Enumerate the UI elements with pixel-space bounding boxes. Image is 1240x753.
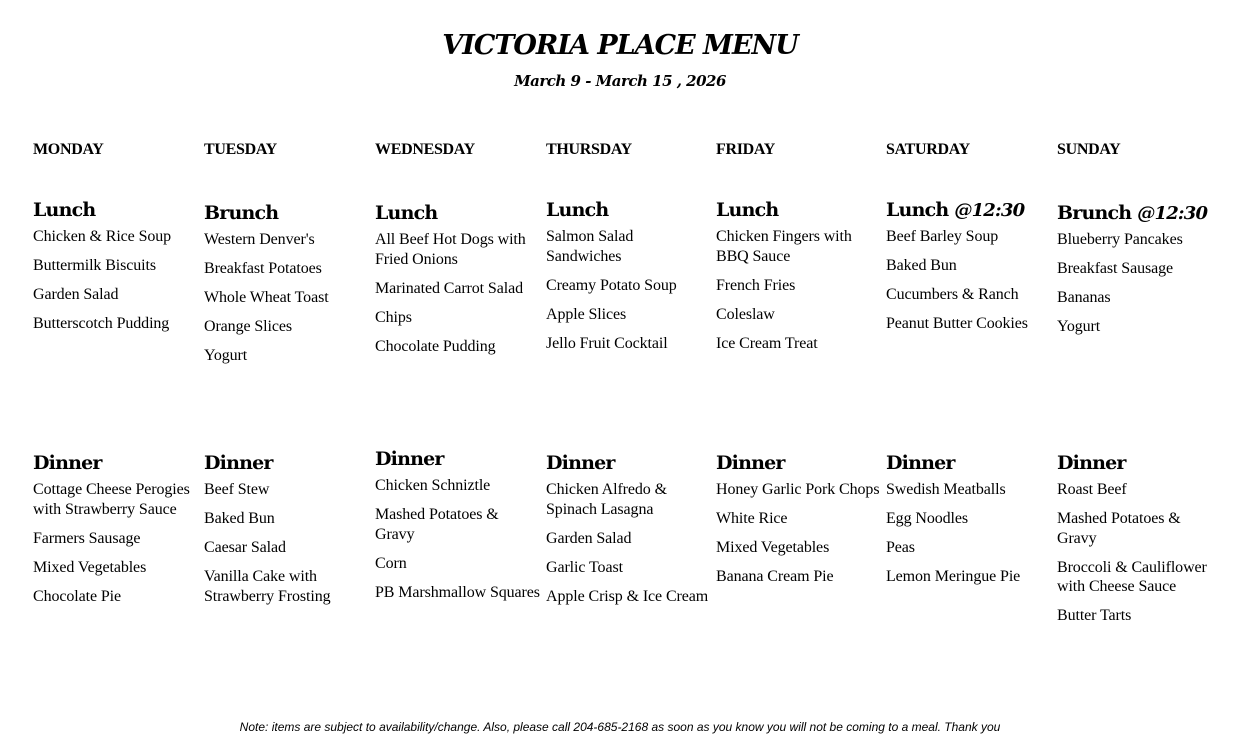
menu-item-list xyxy=(375,230,540,356)
menu-item: Buttermilk Biscuits xyxy=(33,257,156,274)
meal-heading xyxy=(546,450,711,476)
meal-type: Dinner xyxy=(204,452,273,474)
menu-item: PB Marshmallow Squares xyxy=(375,583,540,601)
meal-dinner xyxy=(375,446,540,612)
menu-item: Mashed Potatoes & Gravy xyxy=(1057,510,1181,547)
menu-item: Chicken Schniztle xyxy=(375,477,491,494)
menu-item: Vanilla Cake with Strawberry Frosting xyxy=(204,568,331,605)
menu-item: Cottage Cheese Perogies with Strawberry Sauce xyxy=(33,481,190,518)
menu-item-list xyxy=(1057,230,1222,337)
meal-time: @12:30 xyxy=(954,200,1025,221)
menu-item: Chocolate Pudding xyxy=(375,337,496,355)
meal-heading xyxy=(716,450,881,476)
meal-heading xyxy=(204,450,369,476)
menu-item: French Fries xyxy=(716,276,796,294)
meal-type: Dinner xyxy=(33,452,102,474)
menu-item: Chocolate Pie xyxy=(33,587,122,605)
menu-item: Garden Salad xyxy=(33,286,119,303)
menu-item: All Beef Hot Dogs with Fried Onions xyxy=(375,231,526,268)
menu-item: Mixed Vegetables xyxy=(33,558,147,576)
menu-item: Caesar Salad xyxy=(204,539,286,556)
meal-type: Brunch xyxy=(204,202,279,224)
meal-dinner xyxy=(886,450,1051,596)
meal-heading xyxy=(375,200,540,226)
menu-item: Yogurt xyxy=(204,347,248,364)
menu-item: Ice Cream Treat xyxy=(716,334,818,352)
meal-brunch xyxy=(1057,200,1222,346)
day-name: WEDNESDAY xyxy=(375,141,475,158)
meal-heading xyxy=(716,197,881,223)
menu-title: VICTORIA PLACE MENU xyxy=(442,30,798,61)
meal-type: Dinner xyxy=(1057,452,1126,474)
menu-item: Western Denver's xyxy=(204,231,315,248)
menu-item: Blueberry Pancakes xyxy=(1057,231,1183,248)
meal-dinner xyxy=(33,450,198,616)
menu-item: Baked Bun xyxy=(204,510,275,527)
menu-item: Breakfast Sausage xyxy=(1057,260,1174,277)
meal-heading xyxy=(204,200,369,226)
meal-dinner xyxy=(546,450,711,616)
menu-item-list xyxy=(546,227,711,353)
menu-item: Coleslaw xyxy=(716,305,775,323)
menu-item: Swedish Meatballs xyxy=(886,481,1006,498)
meal-heading xyxy=(33,450,198,476)
meal-brunch xyxy=(204,200,369,375)
menu-item: Yogurt xyxy=(1057,318,1101,335)
menu-item: Farmers Sausage xyxy=(33,529,141,547)
day-name: MONDAY xyxy=(33,141,104,158)
meal-lunch xyxy=(33,197,198,343)
menu-item: Butterscotch Pudding xyxy=(33,315,170,332)
menu-item-list xyxy=(204,230,369,366)
meal-time: @12:30 xyxy=(1137,203,1208,224)
menu-item: White Rice xyxy=(716,510,788,527)
menu-item: Mixed Vegetables xyxy=(716,539,830,556)
day-name: FRIDAY xyxy=(716,141,775,158)
footer-note: Note: items are subject to availability/change. Also, please call 204-685-2168 as soon as you know you will not be coming to a meal. Thank you xyxy=(239,720,1001,734)
meal-type: Lunch xyxy=(716,199,779,221)
menu-item: Honey Garlic Pork Chops xyxy=(716,481,880,498)
menu-item: Chicken & Rice Soup xyxy=(33,228,172,245)
menu-item-list xyxy=(546,480,711,606)
day-name: THURSDAY xyxy=(546,141,632,158)
menu-item-list xyxy=(886,480,1051,587)
meal-type: Dinner xyxy=(546,452,615,474)
meal-type: Dinner xyxy=(716,452,785,474)
menu-item: Baked Bun xyxy=(886,257,957,274)
meal-heading xyxy=(375,446,540,472)
meal-dinner xyxy=(1057,450,1222,635)
menu-item-list xyxy=(716,227,881,353)
menu-item: Apple Slices xyxy=(546,305,627,323)
menu-item: Whole Wheat Toast xyxy=(204,289,329,306)
meal-type: Brunch xyxy=(1057,202,1132,224)
day-name: TUESDAY xyxy=(204,141,277,158)
menu-item: Broccoli & Cauliflower with Cheese Sauce xyxy=(1057,558,1207,595)
menu-item: Garden Salad xyxy=(546,529,632,547)
menu-item: Mashed Potatoes & Gravy xyxy=(375,506,499,543)
menu-item-list xyxy=(375,476,540,602)
meal-lunch xyxy=(716,197,881,363)
menu-item: Bananas xyxy=(1057,289,1111,306)
meal-type: Dinner xyxy=(886,452,955,474)
menu-item: Peas xyxy=(886,539,915,556)
meal-heading xyxy=(546,197,711,223)
menu-item-list xyxy=(886,227,1051,334)
menu-item: Beef Stew xyxy=(204,481,270,498)
menu-item-list xyxy=(204,480,369,606)
meal-heading xyxy=(886,197,1051,223)
meal-type: Lunch xyxy=(375,202,438,224)
meal-type: Dinner xyxy=(375,448,444,470)
menu-item: Salmon Salad Sandwiches xyxy=(546,228,634,265)
menu-item: Jello Fruit Cocktail xyxy=(546,334,668,352)
menu-item: Lemon Meringue Pie xyxy=(886,568,1021,585)
menu-item: Creamy Potato Soup xyxy=(546,276,677,294)
meal-lunch xyxy=(886,197,1051,343)
menu-item: Chicken Alfredo & Spinach Lasagna xyxy=(546,481,667,518)
meal-heading xyxy=(33,197,198,223)
menu-item: Orange Slices xyxy=(204,318,293,335)
meal-heading xyxy=(1057,450,1222,476)
menu-item: Apple Crisp & Ice Cream xyxy=(546,587,709,605)
day-name: SATURDAY xyxy=(886,141,970,158)
menu-item-list xyxy=(716,480,881,587)
menu-item: Beef Barley Soup xyxy=(886,228,999,245)
menu-item: Corn xyxy=(375,554,407,572)
menu-item: Egg Noodles xyxy=(886,510,969,527)
menu-item: Breakfast Potatoes xyxy=(204,260,322,277)
menu-date-range: March 9 - March 15 , 2026 xyxy=(514,72,726,90)
meal-dinner xyxy=(716,450,881,596)
menu-item: Marinated Carrot Salad xyxy=(375,279,523,297)
menu-item-list xyxy=(33,227,198,334)
menu-item: Cucumbers & Ranch xyxy=(886,286,1019,303)
meal-heading xyxy=(1057,200,1222,226)
meal-type: Lunch xyxy=(886,199,949,221)
meal-heading xyxy=(886,450,1051,476)
menu-item: Chips xyxy=(375,308,412,326)
meal-type: Lunch xyxy=(33,199,96,221)
meal-lunch xyxy=(375,200,540,366)
menu-item: Garlic Toast xyxy=(546,558,623,576)
menu-item: Peanut Butter Cookies xyxy=(886,315,1028,332)
day-name: SUNDAY xyxy=(1057,141,1121,158)
menu-item: Banana Cream Pie xyxy=(716,568,834,585)
menu-item: Chicken Fingers with BBQ Sauce xyxy=(716,228,852,265)
menu-item: Butter Tarts xyxy=(1057,607,1132,624)
meal-type: Lunch xyxy=(546,199,609,221)
menu-item-list xyxy=(1057,480,1222,626)
meal-dinner xyxy=(204,450,369,616)
menu-item: Roast Beef xyxy=(1057,481,1127,498)
meal-lunch xyxy=(546,197,711,363)
menu-item-list xyxy=(33,480,198,606)
